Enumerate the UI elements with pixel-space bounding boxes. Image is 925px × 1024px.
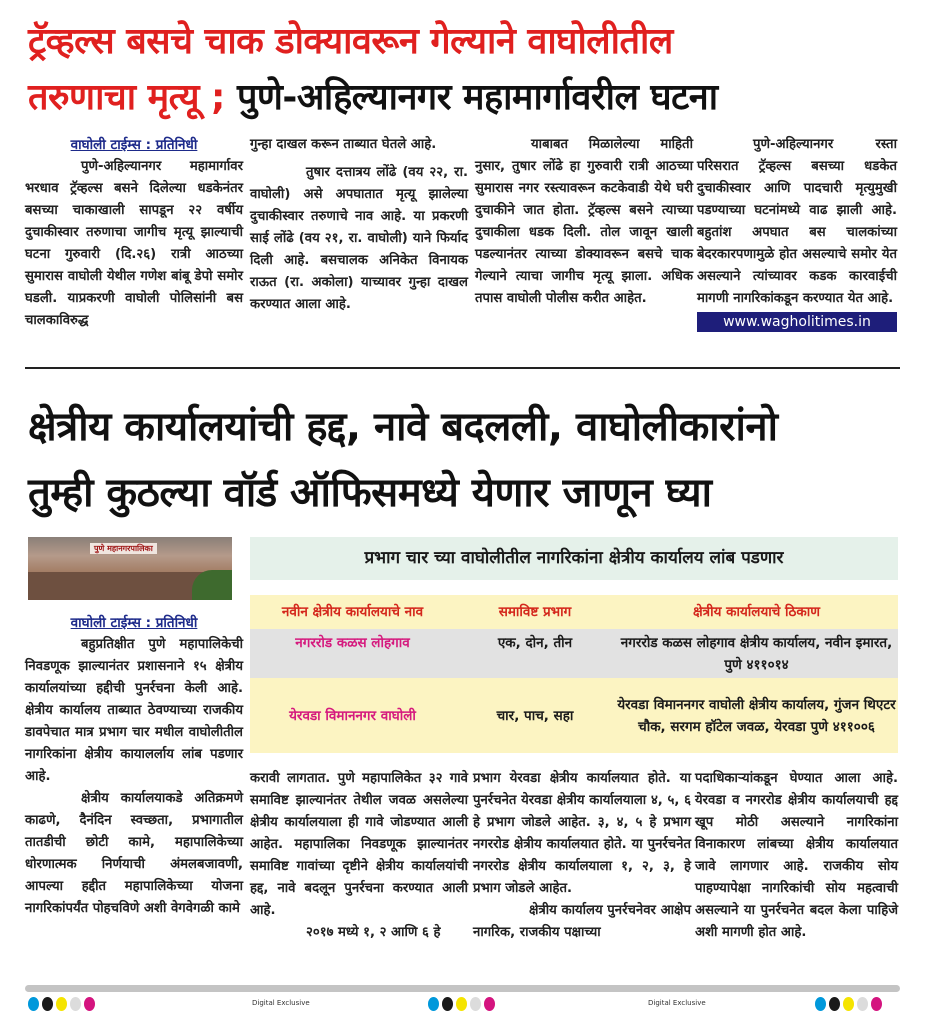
footer-bar <box>25 985 900 992</box>
registration-dot <box>56 997 67 1011</box>
article1-column-2 <box>250 134 468 316</box>
subheading: प्रभाग चार च्या वाघोलीतील नागरिकांना क्षेत्रीय कार्यालय लांब पडणार <box>250 537 898 580</box>
byline: वाघोली टाईम्स : प्रतिनिधी <box>70 137 198 153</box>
headline-red-part: तरुणाचा मृत्यू ; <box>28 77 225 118</box>
paragraph: क्षेत्रीय कार्यालय पुनर्रचनेवर आक्षेप नागरिक, राजकीय पक्षाच्या <box>473 903 691 940</box>
registration-dot <box>829 997 840 1011</box>
registration-dot <box>871 997 882 1011</box>
photo-sign: पुणे महानगरपालिका <box>90 543 157 554</box>
paragraph: क्षेत्रीय कार्यालयाकडे अतिक्रमणे काढणे, दैनंदिन स्वच्छता, प्रभागातील तातडीची छोटी कामे, महापालिकेच्या धोरणात्मक निर्णयाची अंमलबजावणी, आपल्या हद्दीत महापालिकेच्या योजना नागरिकांपर्यंत पोहचविणे अशी वेगवेगळी कामे <box>25 791 243 916</box>
table-row <box>250 678 898 753</box>
wards: चार, पाच, सहा <box>496 707 574 724</box>
article1-column-4 <box>697 134 897 332</box>
registration-dot <box>843 997 854 1011</box>
ward-office-table <box>250 595 898 753</box>
paragraph: पुणे-अहिल्यानगर रस्ता परिसरात ट्रॅव्हल्स बसच्या धडकेत दुचाकीस्वार आणि पादचारी मृत्युमुखी पडण्याच्या घटनांमध्ये वाढ झाली आहे. बहुतांश अपघात बस चालकांच्या बेदरकारपणामुळे होत असल्याचे समोर येत असल्याने त्यांच्यावर कडक कारवाईची मागणी नागरिकांकडून करण्यात येत आहे. <box>697 137 897 306</box>
website-banner: www.wagholitimes.in <box>697 312 897 332</box>
paragraph: करावी लागतात. पुणे महापालिकेत ३२ गावे समाविष्ट झाल्यानंतर तेथील जवळ असलेल्या क्षेत्रीय कार्यालयाला ही गावे जोडण्यात आली आहेत. महापालिका निवडणूक झाल्यानंतर समाविष्ट गावांच्या दृष्टीने क्षेत्रीय कार्यालयांची हद्द, नावे बदलून पुनर्रचना करण्यात आली आहे. <box>250 771 468 918</box>
divider <box>25 367 900 369</box>
article2-column-4 <box>695 768 898 944</box>
headline-1-line-1: ट्रॅव्हल्स बसचे चाक डोक्यावरून गेल्याने वाघोलीतील <box>28 21 673 62</box>
registration-dot <box>442 997 453 1011</box>
paragraph: २०१७ मध्ये १, २ आणि ६ हे <box>306 925 441 940</box>
headline-2-line-1: क्षेत्रीय कार्यालयांची हद्द, नावे बदलली, वाघोलीकारांनो <box>28 404 778 450</box>
column-header: नवीन क्षेत्रीय कार्यालयाचे नाव <box>281 604 424 620</box>
byline: वाघोली टाईम्स : प्रतिनिधी <box>70 615 198 631</box>
wards: एक, दोन, तीन <box>497 635 573 651</box>
table-row <box>250 629 898 678</box>
registration-dot <box>28 997 39 1011</box>
paragraph: प्रभाग येरवडा क्षेत्रीय कार्यालयात होते. या पुनर्रचनेत येरवडा क्षेत्रीय कार्यालयाला ४, ५, ६ हे प्रभाग जोडले आहेत. ३, ४, ५ हे प्रभाग नगररोड क्षेत्रीय कार्यालयात होते. या पुनर्रचनेत नगररोड क्षेत्रीय कार्यालयाला १, २, ३, हे प्रभाग जोडले आहेत. <box>473 771 691 896</box>
headline-1-line-2 <box>28 74 718 122</box>
article2-column-1 <box>25 612 243 920</box>
registration-dot <box>857 997 868 1011</box>
registration-dot <box>428 997 439 1011</box>
paragraph: तुषार दत्तात्रय लोंढे (वय २२, रा. वाघोली) असे अपघातात मृत्यू झालेल्या दुचाकीस्वार तरुणाचे नाव आहे. या प्रकरणी साई लोंढे (वय २१, रा. वाघोली) याने फिर्याद दिली आहे. बसचालक अनिकेत विनायक राऊत (रा. अकोला) याच्यावर गुन्हा दाखल करण्यात आला आहे. <box>250 165 468 312</box>
headline-black-part: पुणे-अहिल्यानगर महामार्गावरील घटना <box>224 77 718 118</box>
digital-exclusive-label: Digital Exclusive <box>648 999 706 1007</box>
paragraph: पुणे-अहिल्यानगर महामार्गावर भरधाव ट्रॅव्हल्स बसने दिलेल्या धडकेनंतर बसच्या चाकाखाली सापडून २२ वर्षीय दुचाकीस्वार तरुणाचा जागीच मृत्यू झाल्याची घटना गुरुवारी (दि.२६) रात्री आठच्या सुमारास वाघोली येथील गणेश बांबू डेपो समोर घडली. याप्रकरणी वाघोली पोलिसांनी बस चालकाविरुद्ध <box>25 159 243 328</box>
paragraph: पदाधिकाऱ्यांकडून घेण्यात आला आहे. येरवडा व नगररोड क्षेत्रीय कार्यालयाची हद्द खूप मोठी असल्याने नागरिकांना विनाकारण लांबच्या क्षेत्रीय कार्यालयात जावे लागणार आहे. राजकीय सोय पाहण्यापेक्षा नागरिकांची सोय महत्वाची असल्याने या पुनर्रचनेत बदल केला पाहिजे अशी मागणी होत आहे. <box>695 771 898 940</box>
registration-dot <box>456 997 467 1011</box>
registration-dot <box>484 997 495 1011</box>
municipal-building-photo <box>28 537 232 600</box>
article1-column-3 <box>475 134 693 310</box>
office-address: येरवडा विमाननगर वाघोली क्षेत्रीय कार्यालय, गुंजन थिएटर चौक, सरगम हॉटेल जवळ, येरवडा पुणे ४११००६ <box>617 696 896 735</box>
paragraph: गुन्हा दाखल करून ताब्यात घेतले आहे. <box>250 137 437 152</box>
registration-dot <box>815 997 826 1011</box>
article2-column-2 <box>250 768 468 944</box>
registration-dot <box>470 997 481 1011</box>
headline-2-line-2: तुम्ही कुठल्या वॉर्ड ऑफिसमध्ये येणार जाणून घ्या <box>28 470 712 516</box>
office-name: येरवडा विमाननगर वाघोली <box>289 707 416 724</box>
column-header: समाविष्ट प्रभाग <box>498 604 572 620</box>
digital-exclusive-label: Digital Exclusive <box>252 999 310 1007</box>
paragraph: बहुप्रतिक्षीत पुणे महापालिकेची निवडणूक झाल्यानंतर प्रशासनाने १५ क्षेत्रीय कार्यालयांच्या हद्दीची पुनर्रचना केली आहे. क्षेत्रीय कार्यालय ताब्यात ठेवण्याच्या राजकीय डावपेचात मात्र प्रभाग चार मधील वाघोलीतील नागरिकांना क्षेत्रीय कायालर्लाय लांब पडणार आहे. <box>25 637 243 784</box>
color-registration-marks <box>815 997 882 1011</box>
article1-column-1 <box>25 134 243 332</box>
paragraph: याबाबत मिळालेल्या माहिती नुसार, तुषार लोंढे हा गुरुवारी रात्री आठच्या सुमारास नगर रस्त्यावरून कटकेवाडी येथे घरी दुचाकीने जात होता. ट्रॅव्हल्स बसने त्याच्या दुचाकीला धडक दिली. तोल जावून खाली पडल्यानंतर त्याच्या डोक्यावरून बसचे चाक गेल्याने त्याचा जागीच मृत्यू झाला. अधिक तपास वाघोली पोलीस करीत आहेत. <box>475 137 693 306</box>
registration-dot <box>42 997 53 1011</box>
registration-dot <box>70 997 81 1011</box>
office-name: नगररोड कळस लोहगाव <box>295 635 410 651</box>
office-address: नगररोड कळस लोहगाव क्षेत्रीय कार्यालय, नवीन इमारत, पुणे ४११०१४ <box>620 635 893 673</box>
table-header <box>250 595 898 629</box>
color-registration-marks <box>428 997 495 1011</box>
column-header: क्षेत्रीय कार्यालयाचे ठिकाण <box>692 604 821 620</box>
registration-dot <box>84 997 95 1011</box>
article2-column-3 <box>473 768 691 944</box>
color-registration-marks <box>28 997 95 1011</box>
